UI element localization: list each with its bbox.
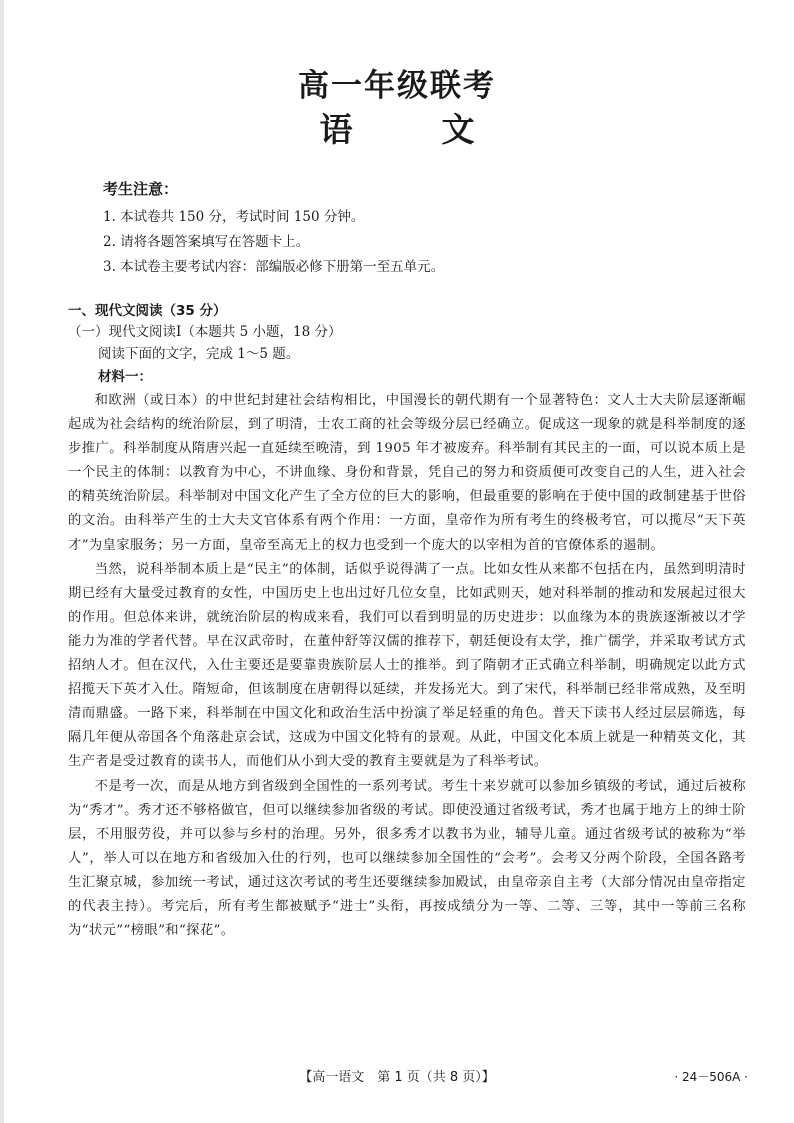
- page-footer: 【高一语文 第 1 页（共 8 页）】: [299, 1070, 495, 1085]
- section-heading: 一、现代文阅读（35 分）: [68, 303, 227, 319]
- exam-title: 高一年级联考: [298, 68, 496, 104]
- paragraph: 当然，说科举制本质上是“民主”的体制，话似乎说得满了一点。比如女性从来都不包括在内，虽然到明清时期已经有大量受过教育的女性，中国历史上也出过好几位女皇，比如武则天，她对科举制的推动和发展起过很大的作用。但总体来讲，就统治阶层的构成来看，我们可以看到明显的历史进步：以血缘为本的贵族逐渐被以才学能力为准的学者代替。早在汉武帝时，在董仲舒等汉儒的推荐下，朝廷便设有太学，推广儒学，并采取考试方式招纳人才。但在汉代，入仕主要还是要靠贵族阶层人士的推举。到了隋朝才正式确立科举制，明确规定以此方式招揽天下英才入仕。隋短命，但该制度在唐朝得以延续，并发扬光大。到了宋代，科举制已经非常成熟，及至明清而鼎盛。一路下来，科举制在中国文化和政治生活中扮演了举足轻重的角色。普天下读书人经过层层筛选，每隔几年便从帝国各个角落赴京会试，这成为中国文化特有的景观。从此，中国文化本质上就是一种精英文化，其生产者是受过教育的读书人，而他们从小到大受的教育主要就是为了科举考试。: [68, 561, 746, 770]
- reading-section: [68, 301, 746, 1079]
- subject-title: 语 文: [319, 110, 503, 149]
- paragraph: 不是考一次，而是从地方到省级到全国性的一系列考试。考生十来岁就可以参加乡镇级的考试，通过后被称为“秀才”。秀才还不够格做官，但可以继续参加省级的考试。即使没通过省级考试，秀才也属于地方上的绅士阶层，不用服劳役，并可以参与乡村的治理。另外，很多秀才以教书为业，辅导儿童。通过省级考试的被称为“举人”，举人可以在地方和省级加入仕的行列，也可以继续参加全国性的“会考”。会考又分两个阶段，全国各路考生汇聚京城，参加统一考试，通过这次考试的考生还要继续参加殿试，由皇帝亲自主考（大部分情况由皇帝指定的代表主持）。考完后，所有考生都被赋予“进士”头衔，再按成绩分为一等、二等、三等，其中一等前三名称为“状元”“榜眼”和“探花”。: [68, 778, 746, 939]
- scan-edge: [0, 0, 4, 1123]
- notice-item: 2. 请将各题答案填写在答题卡上。: [103, 234, 310, 250]
- material-label: 材料一：: [98, 369, 152, 385]
- candidate-notice: [103, 178, 723, 280]
- notice-title: 考生注意：: [103, 180, 179, 198]
- sub-section-heading: （一）现代文阅读Ⅰ（本题共 5 小题，18 分）: [68, 324, 342, 340]
- reading-instruction: 阅读下面的文字，完成 1～5 题。: [98, 346, 300, 362]
- material-text: [68, 389, 746, 1079]
- notice-item: 1. 本试卷共 150 分，考试时间 150 分钟。: [103, 209, 365, 225]
- paragraph: 和欧洲（或日本）的中世纪封建社会结构相比，中国漫长的朝代期有一个显著特色：文人士大夫阶层逐渐崛起成为社会结构的统治阶层，到了明清，士农工商的社会等级分层已经确立。促成这一现象的就是科举制度的逐步推广。科举制度从隋唐兴起一直延续至晚清，到 1905 年才被废弃。科举制有其民主的一面，可以说本质上是一个民主的体制：以教育为中心，不讲血缘、身份和背景，凭自己的努力和资质便可改变自己的人生，进入社会的精英统治阶层。科举制对中国文化产生了全方位的巨大的影响，但最重要的影响在于使中国的政制建基于世俗的文治。由科举产生的士大夫文官体系有两个作用：一方面，皇帝作为所有考生的终极考官，可以揽尽“天下英才”为皇家服务；另一方面，皇帝至高无上的权力也受到一个庞大的以宰相为首的官僚体系的遏制。: [68, 393, 746, 553]
- exam-code: · 24－506A ·: [674, 1070, 748, 1084]
- notice-item: 3. 本试卷主要考试内容：部编版必修下册第一至五单元。: [103, 259, 445, 275]
